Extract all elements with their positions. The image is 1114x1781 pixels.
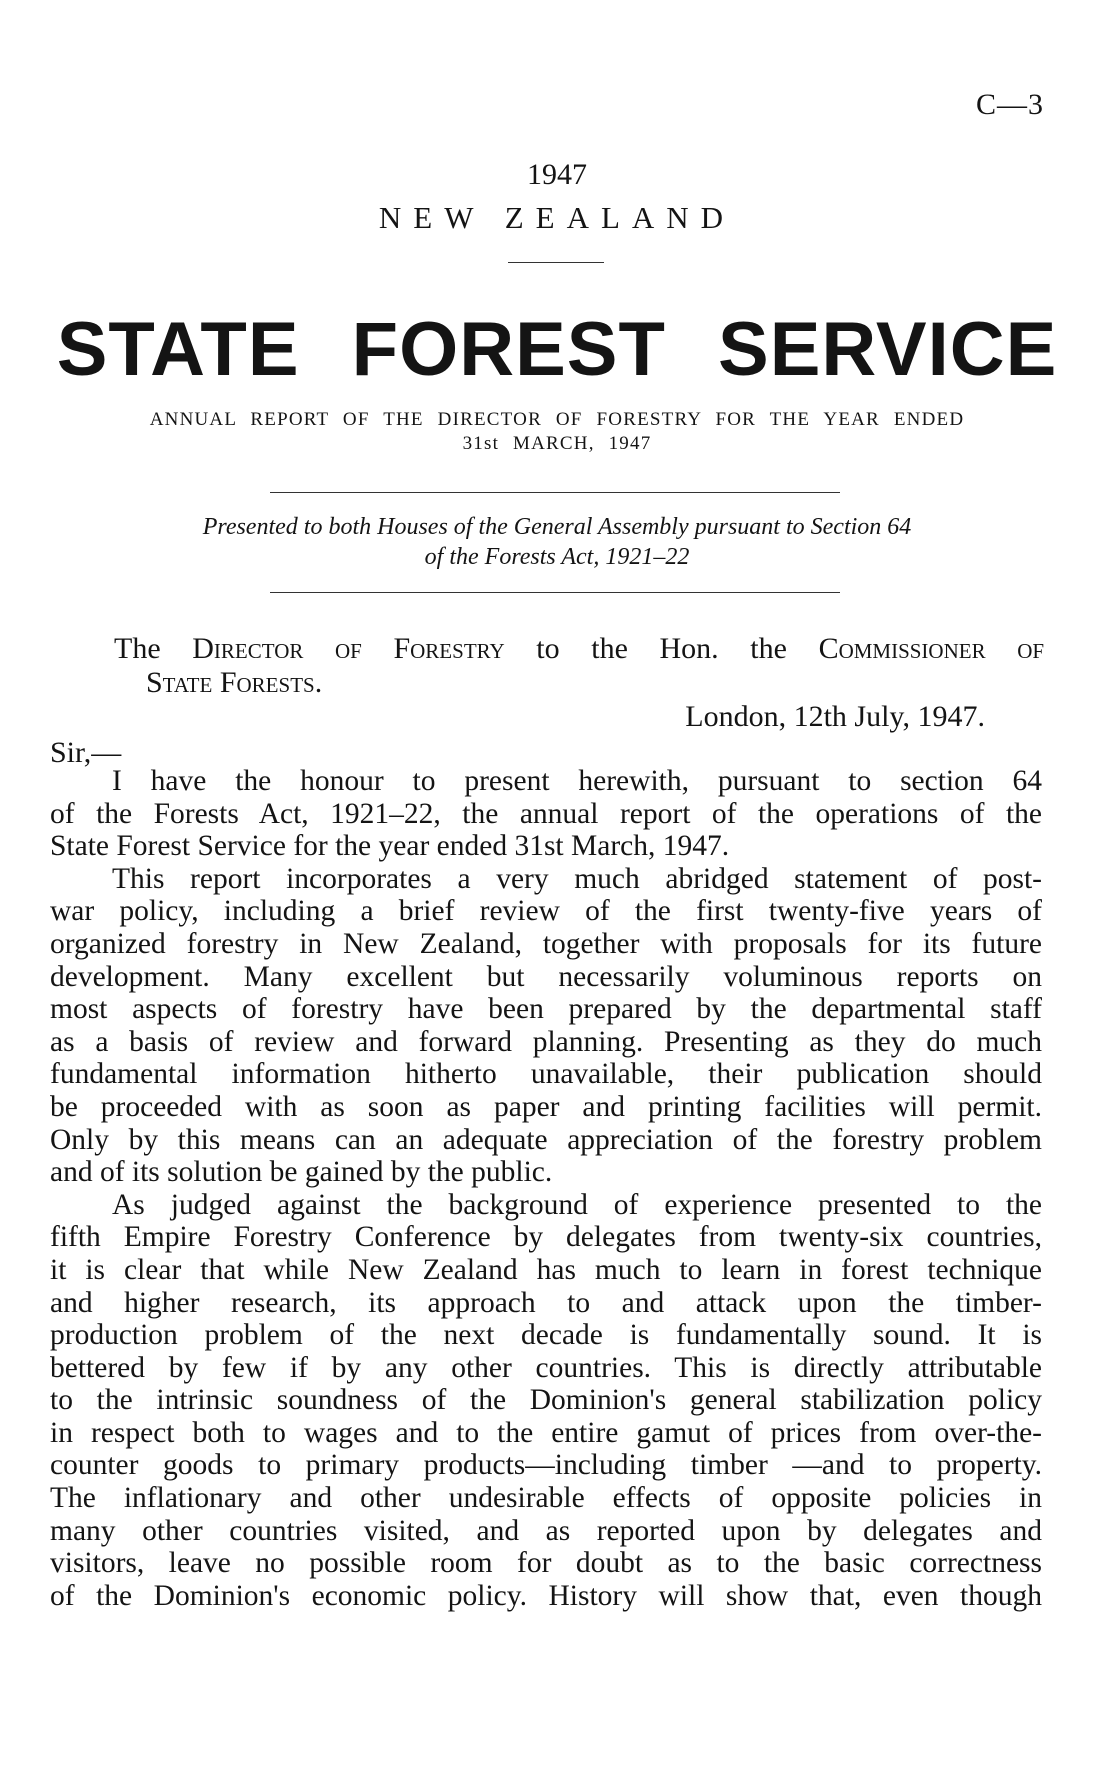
- text-line: As judged against the background of experience presented to the: [112, 1188, 1042, 1221]
- text-line: and of its solution be gained by the public.: [50, 1156, 553, 1189]
- text-line: Only by this means can an adequate appreciation of the forestry problem: [50, 1123, 1042, 1156]
- address-line-1: [114, 632, 1044, 666]
- text-line: and higher research, its approach to and attack upon the timber-: [50, 1286, 1042, 1319]
- text-line: of the Forests Act, 1921–22, the annual report of the operations of the: [50, 797, 1042, 830]
- publication-year: 1947: [527, 158, 587, 191]
- subtitle-line-2: 31st MARCH, 1947: [462, 433, 652, 454]
- address-to: to the Hon. the: [536, 632, 787, 665]
- text-line: production problem of the next decade is fundamentally sound. It is: [50, 1319, 1042, 1352]
- text-line: in respect both to wages and to the entire gamut of prices from over-the-: [50, 1416, 1042, 1449]
- text-line: The inflationary and other undesirable effects of opposite policies in: [50, 1482, 1042, 1515]
- subtitle-line-1: ANNUAL REPORT OF THE DIRECTOR OF FORESTRY FOR THE YEAR ENDED: [149, 409, 965, 430]
- presentation-line-2: of the Forests Act, 1921–22: [424, 544, 690, 570]
- letter-address: [114, 632, 1044, 700]
- address-state-forests: State Forests.: [146, 666, 323, 699]
- address-the: The: [114, 632, 161, 665]
- divider-rule-short: [508, 262, 604, 263]
- text-line: State Forest Service for the year ended 31st March, 1947.: [50, 830, 730, 863]
- divider-rule-upper: [270, 492, 840, 493]
- text-line: bettered by few if by any other countries. This is directly attributable: [50, 1351, 1042, 1384]
- text-line: counter goods to primary products—including timber —and to property.: [50, 1449, 1042, 1482]
- text-line: fundamental information hitherto unavailable, their publication should: [50, 1058, 1042, 1091]
- page-reference: C—3: [975, 88, 1044, 121]
- presentation-line-1: Presented to both Houses of the General Assembly pursuant to Section 64: [202, 514, 912, 540]
- text-line: as a basis of review and forward planning. Presenting as they do much: [50, 1025, 1042, 1058]
- letter-salutation: Sir,—: [50, 736, 122, 769]
- text-line: development. Many excellent but necessarily voluminous reports on: [50, 960, 1042, 993]
- country-heading: NEW ZEALAND: [378, 200, 736, 235]
- address-commissioner: Commissioner of: [818, 632, 1045, 665]
- text-line: be proceeded with as soon as paper and printing facilities will permit.: [50, 1090, 1042, 1123]
- text-line: to the intrinsic soundness of the Dominion's general stabilization policy: [50, 1384, 1042, 1417]
- report-title: STATE FOREST SERVICE: [56, 307, 1058, 392]
- text-line: it is clear that while New Zealand has much to learn in forest technique: [50, 1253, 1042, 1286]
- text-line: of the Dominion's economic policy. History will show that, even though: [50, 1579, 1042, 1612]
- text-line: I have the honour to present herewith, pursuant to section 64: [112, 765, 1042, 797]
- text-line: many other countries visited, and as reported upon by delegates and: [50, 1514, 1042, 1547]
- letter-dateline: London, 12th July, 1947.: [685, 700, 985, 733]
- text-line: visitors, leave no possible room for doubt as to the basic correctness: [50, 1547, 1042, 1580]
- address-director: Director of Forestry: [192, 632, 505, 665]
- report-subtitle: [48, 408, 1066, 456]
- presentation-note: [0, 512, 1114, 572]
- text-line: This report incorporates a very much abridged statement of post-: [112, 862, 1042, 895]
- divider-rule-lower: [270, 592, 840, 593]
- text-line: most aspects of forestry have been prepared by the departmental staff: [50, 993, 1042, 1026]
- text-line: organized forestry in New Zealand, together with proposals for its future: [50, 927, 1042, 960]
- text-line: war policy, including a brief review of the first twenty-five years of: [50, 895, 1042, 928]
- letter-body: [50, 765, 1042, 1612]
- text-line: fifth Empire Forestry Conference by delegates from twenty-six countries,: [50, 1221, 1042, 1254]
